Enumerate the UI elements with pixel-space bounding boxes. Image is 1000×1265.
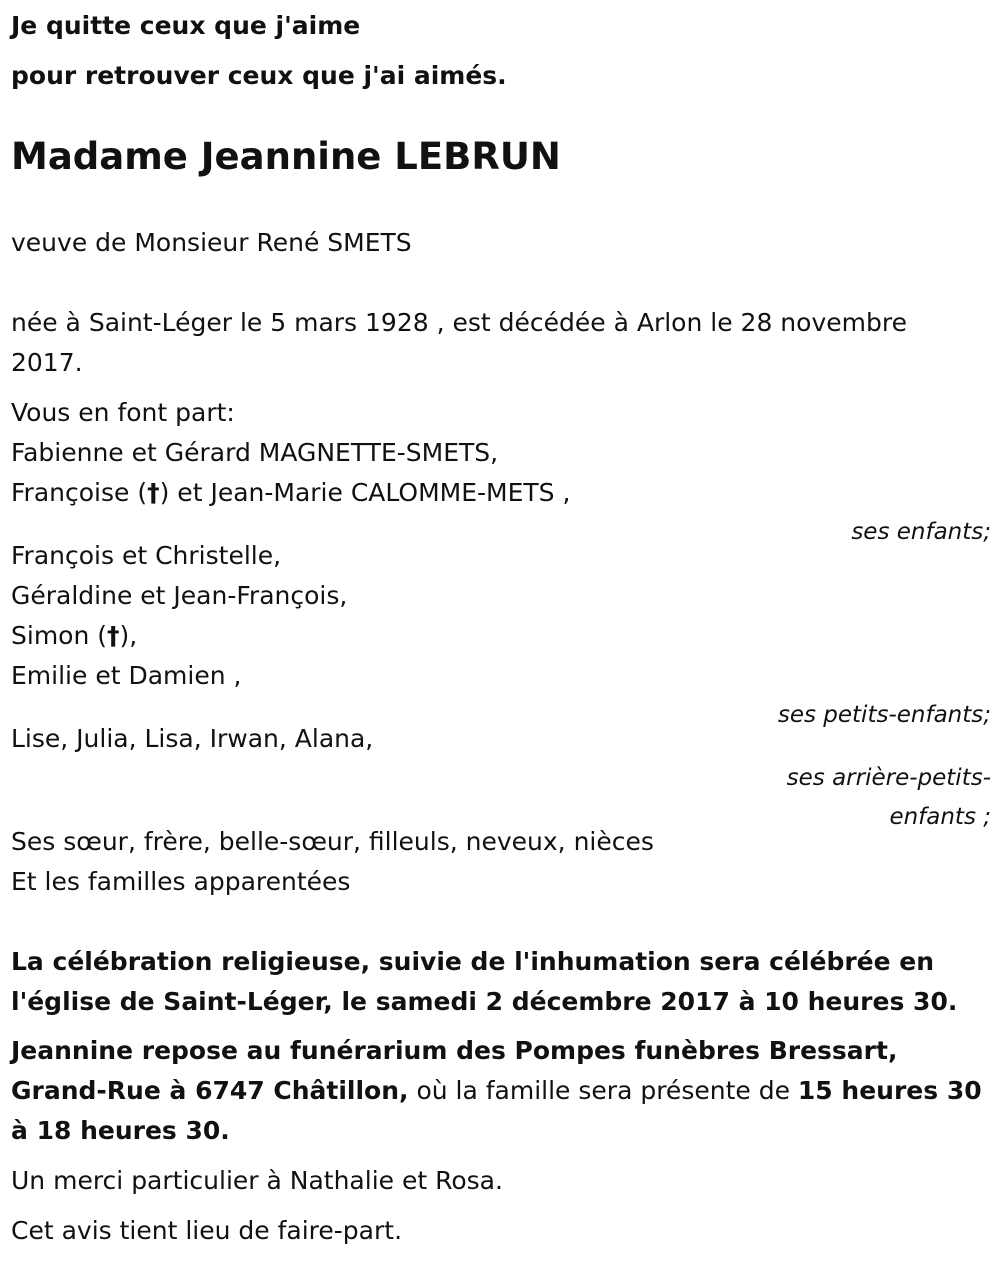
ceremony-section xyxy=(11,942,957,1022)
children-line-2-post: ) et Jean-Marie CALOMME-METS , xyxy=(159,478,571,507)
repose-line-1: Jeannine repose au funérarium des Pompes funèbres Bressart, xyxy=(11,1036,898,1065)
repose-line-3: à 18 heures 30. xyxy=(11,1116,230,1145)
cross-icon: † xyxy=(147,478,160,507)
cross-icon: † xyxy=(107,621,120,650)
grandchildren-section xyxy=(11,536,991,735)
ceremony-line-2: l'église de Saint-Léger, le samedi 2 décembre 2017 à 10 heures 30. xyxy=(11,987,958,1016)
repose-start-time: 15 heures 30 xyxy=(797,1076,982,1105)
children-line-1: Fabienne et Gérard MAGNETTE-SMETS, xyxy=(11,438,499,467)
thanks-text: Un merci particulier à Nathalie et Rosa. xyxy=(11,1166,503,1195)
birth-death-text xyxy=(11,303,907,383)
children-line-2 xyxy=(11,473,991,513)
grandchildren-line-3-pre: Simon ( xyxy=(11,621,108,650)
great-grandchildren-label-2: enfants ; xyxy=(889,804,991,830)
repose-address: Grand-Rue à 6747 Châtillon, xyxy=(11,1076,409,1105)
grandchildren-line-4: Emilie et Damien , xyxy=(11,661,242,690)
ceremony-line-1: La célébration religieuse, suivie de l'inhumation sera célébrée en xyxy=(11,947,935,976)
children-section xyxy=(11,433,991,552)
grandchildren-line-3-post: ), xyxy=(119,621,138,650)
grandchildren-label: ses petits-enfants; xyxy=(777,702,991,728)
repose-presence: où la famille sera présente de xyxy=(408,1076,798,1105)
epigraph-line-2: pour retrouver ceux que j'ai aimés. xyxy=(11,61,507,90)
birth-death-line-2: 2017. xyxy=(11,348,83,377)
family-line-1: Ses sœur, frère, belle-sœur, filleuls, neveux, nièces xyxy=(11,827,654,856)
announce-intro: Vous en font part: xyxy=(11,398,235,427)
grandchildren-line-3 xyxy=(11,616,991,656)
widow-of: veuve de Monsieur René SMETS xyxy=(11,228,412,257)
grandchildren-line-2: Géraldine et Jean-François, xyxy=(11,581,348,610)
epigraph-line-1: Je quitte ceux que j'aime xyxy=(11,11,361,40)
great-grandchildren-label-1: ses arrière-petits- xyxy=(786,765,991,791)
great-grandchildren-section xyxy=(11,719,991,837)
repose-line-2 xyxy=(11,1071,982,1111)
children-line-2-pre: Françoise ( xyxy=(11,478,148,507)
repose-section xyxy=(11,1031,982,1151)
deceased-name: Madame Jeannine LEBRUN xyxy=(11,135,561,178)
closing-text: Cet avis tient lieu de faire-part. xyxy=(11,1216,403,1245)
family-line-2: Et les familles apparentées xyxy=(11,867,351,896)
grandchildren-line-1: François et Christelle, xyxy=(11,541,282,570)
epigraph xyxy=(11,6,507,96)
great-grandchildren-line-1: Lise, Julia, Lisa, Irwan, Alana, xyxy=(11,724,374,753)
children-label: ses enfants; xyxy=(851,519,991,545)
family-section xyxy=(11,822,654,902)
birth-death-line-1: née à Saint-Léger le 5 mars 1928 , est décédée à Arlon le 28 novembre xyxy=(11,308,907,337)
